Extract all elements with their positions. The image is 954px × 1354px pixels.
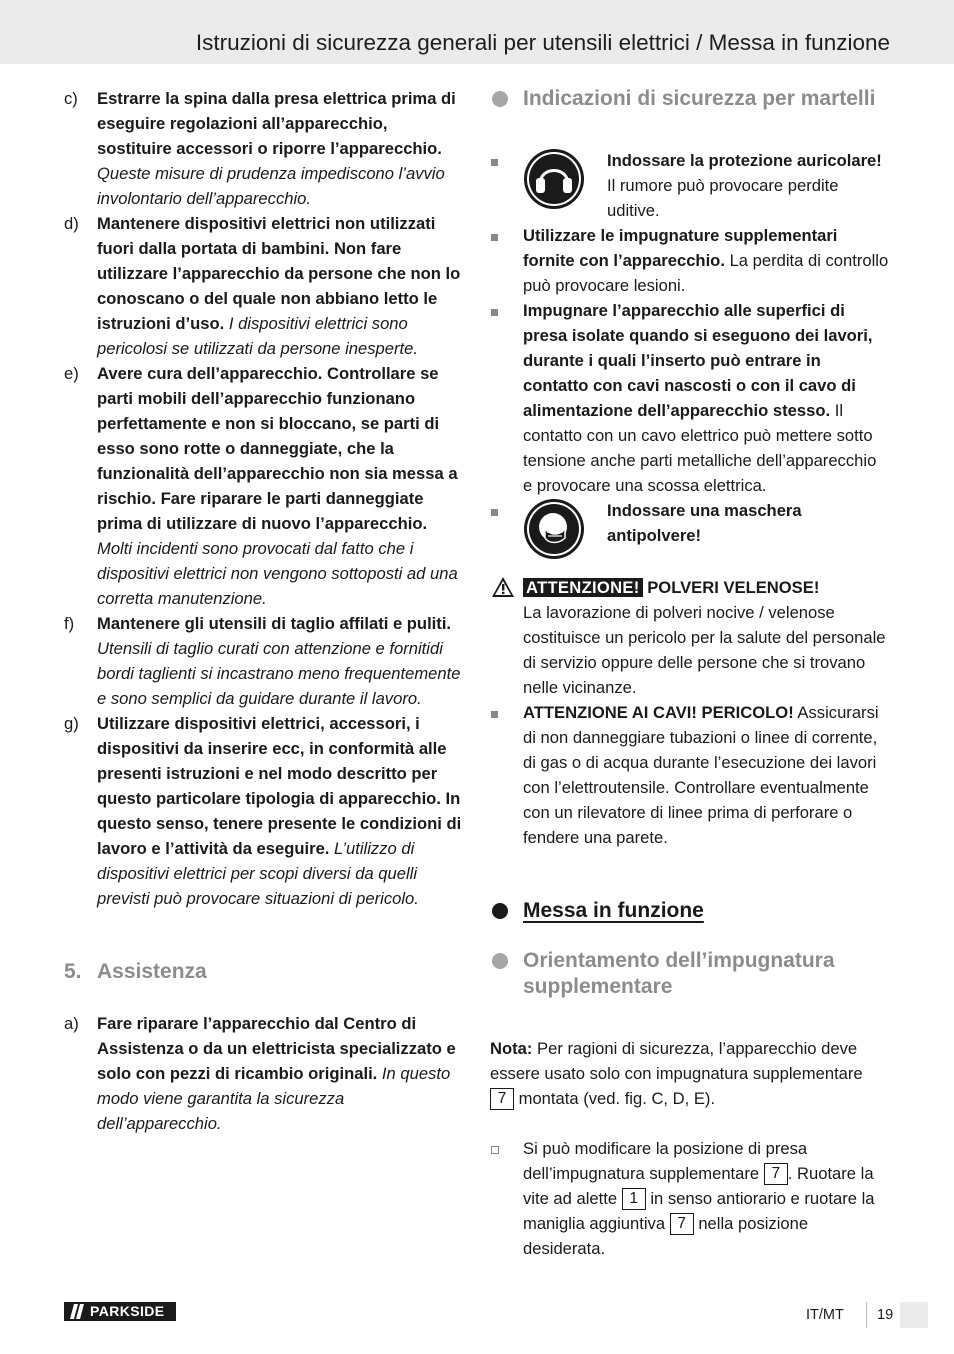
item-label: e)	[64, 364, 79, 383]
bullet-dot-icon	[492, 91, 508, 107]
list-item-c	[64, 86, 464, 211]
part-reference-box: 7	[670, 1213, 694, 1235]
attention-badge: ATTENZIONE!	[523, 578, 643, 597]
left-column	[64, 86, 464, 1136]
step-text: in senso antiorario e ruotare la maniglia aggiuntiva	[523, 1189, 875, 1233]
item-instruction: Estrarre la spina dalla presa elettrica prima di eseguire regolazioni all’apparecchio, sostituire accessori o riporre l’apparecchio.	[97, 89, 456, 158]
list-item-e	[64, 361, 464, 611]
footer-tab	[900, 1302, 928, 1328]
item-instruction: Indossare una maschera antipolvere!	[607, 501, 802, 545]
list-item-cable-warning	[490, 700, 890, 850]
item-instruction: Utilizzare le impugnature supplementari fornite con l’apparecchio.	[523, 226, 838, 270]
section-heading-messa	[490, 898, 890, 924]
item-explanation: Il contatto con un cavo elettrico può mettere sotto tensione anche parti metalliche dell’apparecchio e provocare una scossa elettrica.	[523, 401, 877, 495]
item-explanation: I dispositivi elettrici sono pericolosi se utilizzati da persone inesperte.	[97, 314, 418, 358]
part-reference-box: 1	[622, 1188, 646, 1210]
item-label: a)	[64, 1014, 79, 1033]
bullet-dot-icon	[492, 903, 508, 919]
warning-poisonous-dust	[490, 575, 890, 700]
note-label: Nota:	[490, 1039, 533, 1058]
list-item-dust-mask	[490, 498, 890, 573]
brand-logo	[64, 1302, 176, 1321]
item-label: f)	[64, 614, 75, 633]
note-text: Per ragioni di sicurezza, l’apparecchio deve essere usato solo con impugnatura supplementare	[490, 1039, 863, 1083]
part-reference-box: 7	[764, 1163, 788, 1185]
brand-name: PARKSIDE	[90, 1303, 165, 1319]
list-item-f	[64, 611, 464, 711]
dust-mask-icon	[523, 498, 585, 560]
item-instruction: Fare riparare l’apparecchio dal Centro di Assistenza o da un elettricista specializzato e solo con pezzi di ricambio originali.	[97, 1014, 456, 1083]
bullet-dot-icon	[492, 953, 508, 969]
square-bullet-icon	[491, 711, 498, 718]
item-explanation: L’utilizzo di dispositivi elettrici per scopi diversi da quelli previsti può provocare situazioni di pericolo.	[97, 839, 419, 908]
item-instruction: Indossare la protezione auricolare!	[607, 151, 882, 170]
item-explanation: Molti incidenti sono provocati dal fatto che i dispositivi elettrici non vengono sottoposti ad una corretta manutenzione.	[97, 539, 458, 608]
section-title: Messa in funzione	[523, 899, 704, 922]
page-title: Istruzioni di sicurezza generali per utensili elettrici / Messa in funzione	[195, 30, 890, 55]
warning-triangle-icon	[491, 576, 515, 598]
list-item-a	[64, 1011, 464, 1136]
section-heading-orientation	[490, 948, 890, 1000]
square-bullet-icon	[491, 509, 498, 516]
page-number: 19	[877, 1307, 894, 1323]
list-item-g	[64, 711, 464, 911]
step-text: . Ruotare la vite ad alette	[523, 1164, 874, 1208]
square-bullet-icon	[491, 159, 498, 166]
item-instruction: Utilizzare dispositivi elettrici, accessori, i dispositivi da inserire ecc, in conformità alle presenti istruzioni e nel modo descritto per questo particolare tipologia di apparecchio. In questo senso, tenere presente le condizioni di lavoro e l’attività da eseguire.	[97, 714, 462, 858]
list-item-extra-handles	[490, 223, 890, 298]
section-title: Assistenza	[97, 960, 207, 983]
ear-protection-icon	[523, 148, 585, 210]
item-instruction: Mantenere gli utensili di taglio affilati e puliti.	[97, 614, 452, 633]
item-explanation: Il rumore può provocare perdite uditive.	[607, 176, 839, 220]
item-instruction: Avere cura dell’apparecchio. Controllare se parti mobili dell’apparecchio funzionano perfettamente e non si bloccano, se parti di esso sono rotte o danneggiate, che la funzionalità dell’apparecchio non sia messa a rischio. Fare riparare le parti danneggiate prima di utilizzare di nuovo l’apparecchio.	[97, 364, 458, 533]
language-code: IT/MT	[806, 1307, 844, 1323]
item-instruction: Mantenere dispositivi elettrici non utilizzati fuori dalla portata di bambini. Non fare utilizzare l’apparecchio da persone che non lo conoscano o del quale non abbiano letto le istruzioni d’uso.	[97, 214, 461, 333]
item-instruction: Impugnare l’apparecchio alle superfici di presa isolate quando si eseguono dei lavori, durante i quali l’inserto può entrare in contatto con cavi nascosti o con il cavo di alimentazione dell’apparecchio stesso.	[523, 301, 873, 420]
section-heading-assistenza	[64, 959, 464, 985]
item-explanation: La perdita di controllo può provocare lesioni.	[523, 251, 889, 295]
item-explanation: Utensili di taglio curati con attenzione e fornitidi bordi taglienti si incastrano meno frequentemente e sono semplici da guidare durante il lavoro.	[97, 639, 461, 708]
footer-divider	[866, 1302, 867, 1328]
item-instruction: ATTENZIONE AI CAVI! PERICOLO!	[523, 703, 794, 722]
square-bullet-icon	[491, 234, 498, 241]
item-explanation: In questo modo viene garantita la sicurezza dell’apparecchio.	[97, 1064, 451, 1133]
item-explanation: Queste misure di prudenza impediscono l’avvio involontario dell’apparecchio.	[97, 164, 445, 208]
part-reference-box: 7	[490, 1088, 514, 1110]
section-number: 5.	[64, 960, 82, 983]
section-title: Orientamento dell’impugnatura supplementare	[523, 949, 835, 998]
item-label: g)	[64, 714, 79, 733]
item-explanation: Assicurarsi di non danneggiare tubazioni o linee di corrente, di gas o di acqua durante l’esecuzione dei lavori con l’elettroutensile. Controllare eventualmente con un rilevatore di linee prima di perforare o fendere una parete.	[523, 703, 879, 847]
right-column	[490, 86, 890, 1261]
step-text: Si può modificare la posizione di presa dell’impugnatura supplementare	[523, 1139, 808, 1183]
item-label: c)	[64, 89, 78, 108]
note-text: montata (ved. fig. C, D, E).	[518, 1089, 716, 1108]
section-heading-hammer	[490, 86, 890, 112]
warning-text: La lavorazione di polveri nocive / velenose costituisce un pericolo per la salute del personale di servizio oppure delle persone che si trovano nelle vicinanze.	[523, 603, 886, 697]
note-paragraph	[490, 1036, 890, 1111]
item-label: d)	[64, 214, 79, 233]
square-bullet-icon	[491, 309, 498, 316]
logo-stripes-icon	[67, 1302, 87, 1321]
section-title: Indicazioni di sicurezza per martelli	[523, 87, 876, 110]
list-item-insulated-grip	[490, 298, 890, 498]
step-text: nella posizione desiderata.	[523, 1214, 809, 1258]
list-item-d	[64, 211, 464, 361]
checkbox-bullet-icon	[491, 1146, 499, 1154]
warning-title: POLVERI VELENOSE!	[647, 578, 820, 597]
list-item-ear-protection	[490, 148, 890, 223]
list-item-step	[490, 1136, 890, 1261]
